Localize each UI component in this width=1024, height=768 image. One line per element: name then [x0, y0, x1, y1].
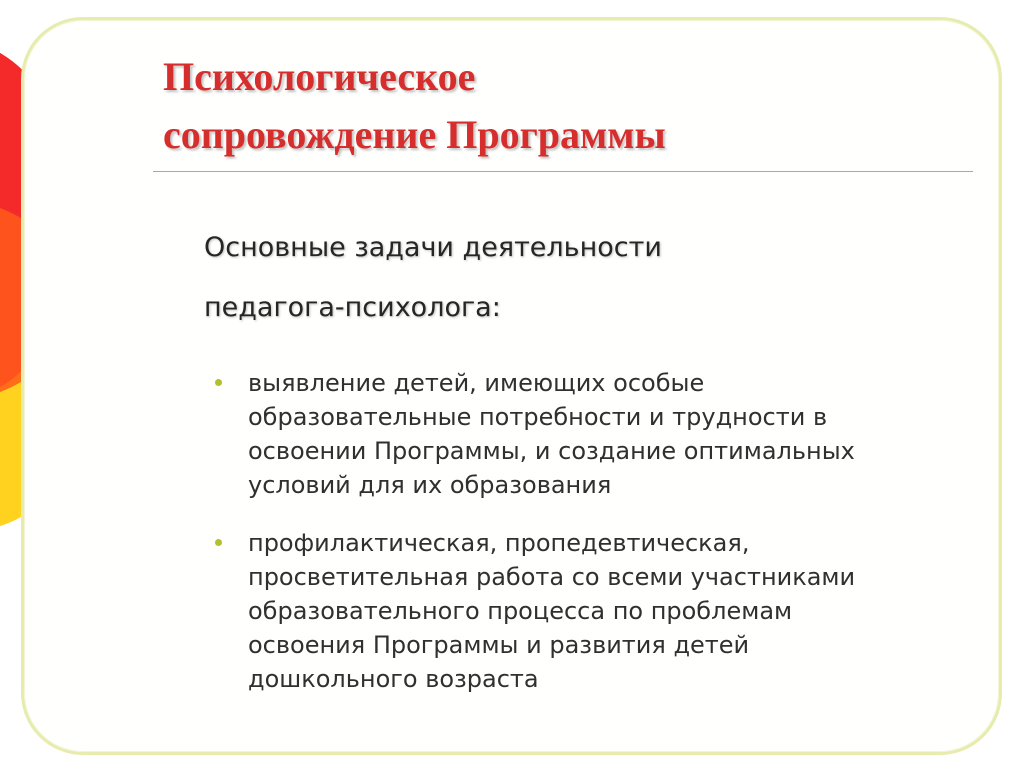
list-item-line: образовательного процесса по проблемам — [248, 597, 793, 625]
list-item-line: освоения Программы и развития детей — [248, 631, 750, 659]
bullet-dot-icon — [215, 539, 222, 546]
list-item-line: образовательные потребности и трудности в — [248, 403, 828, 431]
list-item — [215, 526, 975, 696]
list-item-line: дошкольного возраста — [248, 665, 539, 693]
list-item — [215, 366, 975, 502]
bullet-dot-icon — [215, 379, 222, 386]
title-divider — [153, 171, 973, 172]
task-list — [215, 366, 975, 696]
title-line-1: Психологическое — [163, 54, 476, 99]
list-item-line: выявление детей, имеющих особые — [248, 369, 705, 397]
list-item-line: профилактическая, пропедевтическая, — [248, 529, 750, 557]
subtitle-line-2: педагога-психолога: — [204, 292, 501, 323]
slide-title — [163, 48, 973, 164]
section-subtitle — [204, 218, 904, 338]
list-item-line: освоении Программы, и создание оптимальных — [248, 437, 855, 465]
subtitle-line-1: Основные задачи деятельности — [204, 232, 662, 263]
list-item-line: условий для их образования — [248, 471, 612, 499]
list-item-line: просветительная работа со всеми участниками — [248, 563, 856, 591]
title-line-2: сопровождение Программы — [163, 112, 666, 157]
